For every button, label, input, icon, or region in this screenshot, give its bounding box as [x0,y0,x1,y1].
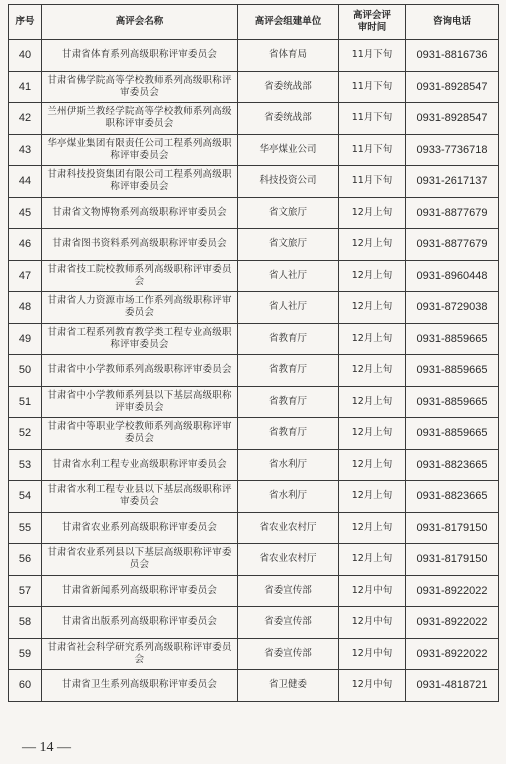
cell-phone: 0931-8823665 [406,449,499,481]
cell-phone: 0931-8179150 [406,512,499,544]
cell-review-time: 12月中旬 [339,638,406,670]
cell-no: 59 [9,638,42,670]
cell-phone: 0931-8928547 [406,103,499,135]
cell-organizing-unit: 省委统战部 [238,103,339,135]
cell-phone: 0931-8859665 [406,355,499,387]
table-row [9,670,499,702]
table-row [9,607,499,639]
cell-phone: 0931-8922022 [406,638,499,670]
cell-phone: 0931-8859665 [406,323,499,355]
cell-committee-name: 甘肃省新闻系列高级职称评审委员会 [42,575,238,607]
table-row [9,355,499,387]
cell-no: 55 [9,512,42,544]
cell-no: 41 [9,71,42,103]
table-row [9,386,499,418]
cell-organizing-unit: 省委统战部 [238,71,339,103]
cell-no: 50 [9,355,42,387]
table-row [9,260,499,292]
table-header-row [9,5,499,40]
cell-review-time: 12月上旬 [339,481,406,513]
table-row [9,512,499,544]
cell-committee-name: 甘肃省人力资源市场工作系列高级职称评审委员会 [42,292,238,324]
cell-review-time: 11月下旬 [339,134,406,166]
cell-review-time: 12月上旬 [339,418,406,450]
cell-committee-name: 甘肃省工程系列教育教学类工程专业高级职称评审委员会 [42,323,238,355]
cell-phone: 0931-8816736 [406,40,499,72]
table-row [9,481,499,513]
cell-organizing-unit: 省文旅厅 [238,197,339,229]
header-time: 高评会评审时间 [339,5,406,40]
cell-no: 40 [9,40,42,72]
cell-committee-name: 甘肃省水利工程专业高级职称评审委员会 [42,449,238,481]
cell-organizing-unit: 华亭煤业公司 [238,134,339,166]
cell-no: 48 [9,292,42,324]
cell-phone: 0931-8859665 [406,418,499,450]
table-row [9,575,499,607]
cell-phone: 0931-8859665 [406,386,499,418]
cell-review-time: 12月上旬 [339,512,406,544]
cell-no: 44 [9,166,42,198]
cell-organizing-unit: 科技投资公司 [238,166,339,198]
cell-committee-name: 甘肃省中小学教师系列高级职称评审委员会 [42,355,238,387]
cell-review-time: 12月上旬 [339,260,406,292]
cell-committee-name: 华亭煤业集团有限责任公司工程系列高级职称评审委员会 [42,134,238,166]
cell-committee-name: 甘肃省中小学教师系列县以下基层高级职称评审委员会 [42,386,238,418]
cell-organizing-unit: 省委宣传部 [238,575,339,607]
cell-no: 56 [9,544,42,576]
table-row [9,418,499,450]
cell-no: 54 [9,481,42,513]
table-row [9,71,499,103]
cell-review-time: 12月中旬 [339,575,406,607]
cell-organizing-unit: 省委宣传部 [238,607,339,639]
cell-review-time: 12月上旬 [339,386,406,418]
cell-committee-name: 甘肃省出版系列高级职称评审委员会 [42,607,238,639]
table-row [9,544,499,576]
cell-phone: 0931-2617137 [406,166,499,198]
cell-phone: 0931-8179150 [406,544,499,576]
cell-committee-name: 甘肃省图书资料系列高级职称评审委员会 [42,229,238,261]
cell-committee-name: 甘肃省卫生系列高级职称评审委员会 [42,670,238,702]
evaluation-committee-table [8,4,499,702]
cell-committee-name: 甘肃省水利工程专业县以下基层高级职称评审委员会 [42,481,238,513]
cell-organizing-unit: 省教育厅 [238,386,339,418]
cell-phone: 0931-8928547 [406,71,499,103]
cell-phone: 0931-8729038 [406,292,499,324]
cell-phone: 0931-8922022 [406,575,499,607]
table-row [9,292,499,324]
cell-committee-name: 甘肃省体育系列高级职称评审委员会 [42,40,238,72]
header-name: 高评会名称 [42,5,238,40]
cell-organizing-unit: 省人社厅 [238,292,339,324]
table-row [9,197,499,229]
cell-no: 47 [9,260,42,292]
cell-phone: 0931-8877679 [406,229,499,261]
cell-organizing-unit: 省农业农村厅 [238,512,339,544]
cell-committee-name: 甘肃省文物博物系列高级职称评审委员会 [42,197,238,229]
cell-committee-name: 甘肃省农业系列高级职称评审委员会 [42,512,238,544]
cell-organizing-unit: 省教育厅 [238,355,339,387]
cell-review-time: 11月下旬 [339,40,406,72]
table-row [9,166,499,198]
document-page [8,4,498,702]
cell-phone: 0931-8823665 [406,481,499,513]
cell-review-time: 11月下旬 [339,71,406,103]
cell-organizing-unit: 省教育厅 [238,323,339,355]
table-row [9,449,499,481]
table-row [9,638,499,670]
cell-review-time: 12月上旬 [339,292,406,324]
cell-phone: 0931-8877679 [406,197,499,229]
page-number: — 14 — [22,740,71,755]
cell-no: 60 [9,670,42,702]
cell-organizing-unit: 省卫健委 [238,670,339,702]
cell-organizing-unit: 省水利厅 [238,449,339,481]
cell-committee-name: 甘肃省农业系列县以下基层高级职称评审委员会 [42,544,238,576]
cell-phone: 0933-7736718 [406,134,499,166]
cell-no: 53 [9,449,42,481]
cell-no: 51 [9,386,42,418]
cell-review-time: 12月上旬 [339,323,406,355]
cell-committee-name: 甘肃省社会科学研究系列高级职称评审委员会 [42,638,238,670]
cell-no: 45 [9,197,42,229]
cell-organizing-unit: 省水利厅 [238,481,339,513]
cell-organizing-unit: 省体育局 [238,40,339,72]
header-phone: 咨询电话 [406,5,499,40]
header-no: 序号 [9,5,42,40]
table-row [9,323,499,355]
cell-committee-name: 甘肃科技投资集团有限公司工程系列高级职称评审委员会 [42,166,238,198]
cell-review-time: 12月上旬 [339,544,406,576]
cell-no: 43 [9,134,42,166]
cell-no: 49 [9,323,42,355]
cell-organizing-unit: 省人社厅 [238,260,339,292]
cell-committee-name: 兰州伊斯兰教经学院高等学校教师系列高级职称评审委员会 [42,103,238,135]
table-row [9,103,499,135]
cell-no: 57 [9,575,42,607]
table-row [9,229,499,261]
cell-no: 52 [9,418,42,450]
table-row [9,40,499,72]
cell-review-time: 12月上旬 [339,229,406,261]
table-body [9,40,499,702]
cell-committee-name: 甘肃省中等职业学校教师系列高级职称评审委员会 [42,418,238,450]
cell-organizing-unit: 省农业农村厅 [238,544,339,576]
cell-phone: 0931-8960448 [406,260,499,292]
cell-committee-name: 甘肃省技工院校教师系列高级职称评审委员会 [42,260,238,292]
cell-phone: 0931-8922022 [406,607,499,639]
cell-review-time: 11月下旬 [339,103,406,135]
cell-no: 58 [9,607,42,639]
table-row [9,134,499,166]
header-unit: 高评会组建单位 [238,5,339,40]
cell-organizing-unit: 省文旅厅 [238,229,339,261]
cell-review-time: 12月上旬 [339,355,406,387]
cell-organizing-unit: 省教育厅 [238,418,339,450]
cell-review-time: 12月中旬 [339,607,406,639]
cell-no: 42 [9,103,42,135]
cell-phone: 0931-4818721 [406,670,499,702]
cell-review-time: 12月上旬 [339,449,406,481]
cell-organizing-unit: 省委宣传部 [238,638,339,670]
cell-review-time: 12月中旬 [339,670,406,702]
cell-review-time: 12月上旬 [339,197,406,229]
cell-review-time: 11月下旬 [339,166,406,198]
cell-committee-name: 甘肃省佛学院高等学校教师系列高级职称评审委员会 [42,71,238,103]
cell-no: 46 [9,229,42,261]
